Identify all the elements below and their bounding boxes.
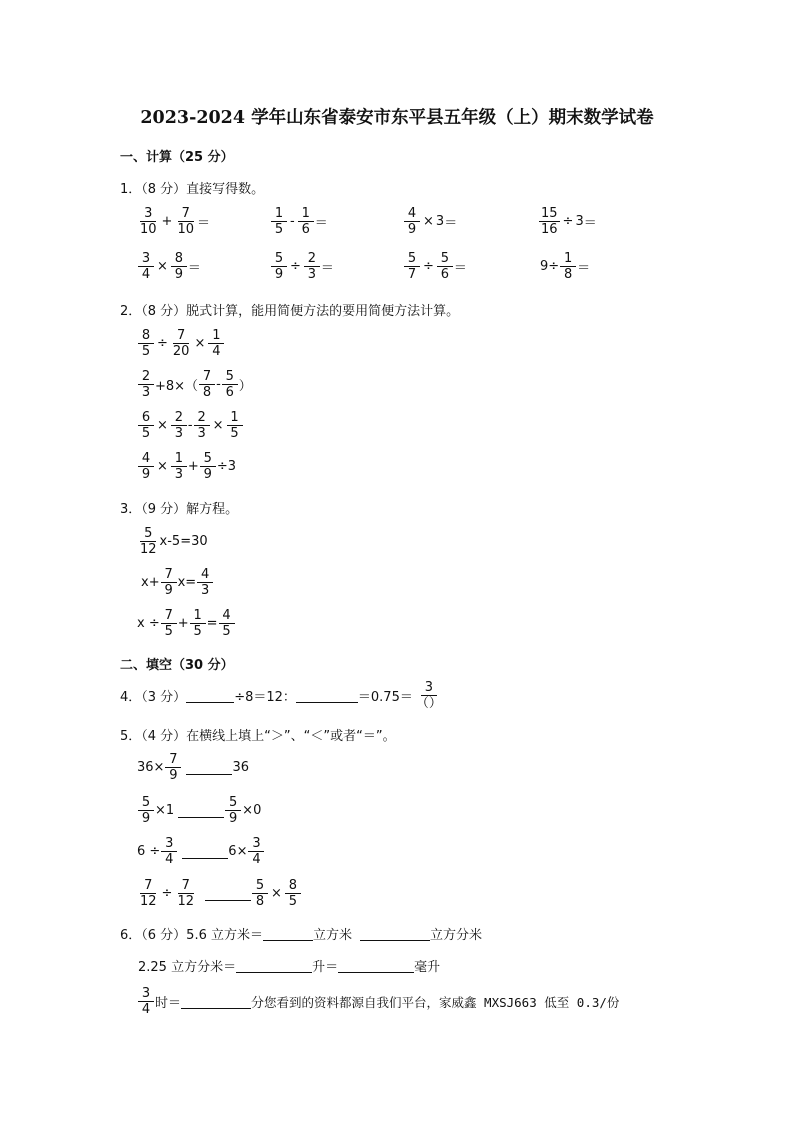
math-text: +8×（ xyxy=(155,379,199,394)
fraction xyxy=(271,251,287,282)
denominator: 16 xyxy=(541,222,558,237)
denominator: 5 xyxy=(222,624,231,639)
math-text: 6．（6 分）5.6 立方米＝ xyxy=(120,928,263,943)
numerator: 7 xyxy=(199,369,215,385)
numerator: 1 xyxy=(271,206,287,222)
math-text: ×1 xyxy=(155,803,175,818)
denominator: 5 xyxy=(288,894,298,909)
math-text: x= xyxy=(177,575,197,590)
q2-expr-2 xyxy=(137,369,252,400)
math-text: × xyxy=(271,886,282,901)
answer-blank[interactable] xyxy=(181,994,251,1009)
denominator: 9 xyxy=(407,222,417,237)
denominator: 6 xyxy=(225,385,234,400)
fraction xyxy=(171,251,187,282)
fraction xyxy=(194,410,210,441)
numerator: 5 xyxy=(404,251,420,267)
fraction xyxy=(285,878,301,909)
math-text: ＝ xyxy=(453,261,467,276)
math-text: 升＝ xyxy=(312,960,339,975)
fraction xyxy=(199,369,215,400)
denominator: 5 xyxy=(164,624,173,639)
fraction xyxy=(171,410,187,441)
math-text: x-5=30 xyxy=(159,534,208,549)
denominator: 12 xyxy=(140,542,157,557)
numerator: 5 xyxy=(140,526,156,542)
denominator: 5 xyxy=(141,344,151,359)
numerator: 7 xyxy=(161,608,177,624)
math-text: ＝ xyxy=(187,261,201,276)
q2-expr-3 xyxy=(137,410,244,441)
math-text: 2.25 立方分米＝ xyxy=(138,960,237,975)
fraction xyxy=(175,206,196,237)
denominator: 10 xyxy=(177,222,194,237)
fraction xyxy=(175,878,196,909)
denominator: 3 xyxy=(307,267,317,282)
question-6-line-3 xyxy=(137,986,619,1017)
numerator: 3 xyxy=(138,986,154,1002)
numerator: 7 xyxy=(140,878,156,894)
numerator: 1 xyxy=(190,608,206,624)
denominator: 6 xyxy=(301,222,310,237)
fraction xyxy=(138,986,154,1017)
q1-item-1 xyxy=(137,206,210,237)
math-text: + xyxy=(161,214,173,229)
numerator: 3 xyxy=(161,836,177,852)
q5-compare-4 xyxy=(137,878,302,909)
fraction xyxy=(161,608,177,639)
numerator: 15 xyxy=(541,206,558,221)
numerator: 2 xyxy=(304,251,320,267)
fraction xyxy=(227,410,243,441)
section-heading-fill: 二、填空（30 分） xyxy=(120,658,234,673)
question-3-label: 3．（9 分）解方程。 xyxy=(120,502,239,517)
denominator: 8 xyxy=(564,267,573,282)
numerator: 1 xyxy=(560,251,576,267)
math-text: - xyxy=(187,418,193,433)
math-text: ÷3 xyxy=(216,459,236,474)
fraction xyxy=(271,206,287,237)
fraction xyxy=(138,410,154,441)
fraction xyxy=(225,795,241,826)
numerator: 8 xyxy=(171,251,187,267)
math-text: 立方分米 xyxy=(430,928,483,943)
numerator: 3 xyxy=(421,680,437,696)
denominator: （） xyxy=(415,696,442,711)
fraction xyxy=(171,451,187,482)
denominator: 3 xyxy=(201,583,210,598)
question-6-line-2 xyxy=(138,956,440,975)
answer-blank[interactable] xyxy=(338,958,414,973)
numerator: 3 xyxy=(140,206,156,222)
numerator: 1 xyxy=(227,410,243,426)
math-text: + xyxy=(177,616,189,631)
numerator: 3 xyxy=(138,251,154,267)
denominator: 4 xyxy=(252,852,261,867)
numerator: 5 xyxy=(271,251,287,267)
q5-compare-3 xyxy=(137,836,265,867)
numerator: 2 xyxy=(171,410,187,426)
answer-blank[interactable] xyxy=(296,688,358,703)
fraction xyxy=(219,608,235,639)
question-2-label: 2．（8 分）脱式计算，能用简便方法的要用简便方法计算。 xyxy=(120,304,460,319)
fraction xyxy=(200,451,216,482)
math-text: - xyxy=(290,214,295,229)
numerator: 2 xyxy=(194,410,210,426)
math-text: x+ xyxy=(141,575,160,590)
math-text: × xyxy=(157,459,168,474)
numerator: 7 xyxy=(165,752,181,768)
numerator: 5 xyxy=(222,369,238,385)
math-text: 分 xyxy=(251,996,265,1011)
math-text: 36 xyxy=(232,760,249,775)
q3-equation-3 xyxy=(137,608,236,639)
math-text: ＝ xyxy=(197,216,211,231)
denominator: 3 xyxy=(174,467,184,482)
answer-blank[interactable] xyxy=(236,958,312,973)
denominator: 3 xyxy=(197,426,206,441)
fraction xyxy=(404,206,420,237)
q1-item-5 xyxy=(137,251,201,282)
math-text: × xyxy=(157,418,168,433)
denominator: 9 xyxy=(274,267,284,282)
answer-blank[interactable] xyxy=(182,844,228,859)
numerator: 4 xyxy=(219,608,235,624)
q3-equation-2 xyxy=(141,567,214,598)
question-1-label: 1．（8 分）直接写得数。 xyxy=(120,182,265,197)
numerator: 4 xyxy=(404,206,420,222)
math-text: 36× xyxy=(137,760,165,775)
denominator: 4 xyxy=(141,1002,151,1017)
answer-blank[interactable] xyxy=(205,886,251,901)
math-text: × xyxy=(423,214,434,229)
q5-compare-2 xyxy=(137,795,261,826)
denominator: 6 xyxy=(440,267,450,282)
q3-equation-1 xyxy=(137,526,208,557)
watermark-text: 您看到的资料都源自我们平台，家威鑫 MXSJ663 低至 0.3/份 xyxy=(264,994,620,1010)
denominator: 12 xyxy=(177,894,194,909)
numerator: 5 xyxy=(252,878,268,894)
math-text: ＝ xyxy=(320,261,334,276)
denominator: 5 xyxy=(193,624,202,639)
answer-blank[interactable] xyxy=(186,688,234,703)
fraction xyxy=(222,369,238,400)
math-text: 3 xyxy=(435,214,445,229)
fraction xyxy=(404,251,420,282)
fraction xyxy=(304,251,320,282)
denominator: 20 xyxy=(172,344,190,359)
denominator: 5 xyxy=(230,426,239,441)
denominator: 4 xyxy=(165,852,174,867)
math-text: - xyxy=(216,377,221,392)
denominator: 3 xyxy=(141,385,151,400)
math-text: ＝0.75＝ xyxy=(357,690,413,705)
numerator: 5 xyxy=(138,795,154,811)
section-heading-calc: 一、计算（25 分） xyxy=(120,150,234,165)
fraction xyxy=(138,328,154,359)
denominator: 9 xyxy=(174,267,184,282)
math-text: 6× xyxy=(228,844,248,859)
fraction xyxy=(560,251,576,282)
numerator: 4 xyxy=(138,451,154,467)
fraction xyxy=(161,836,177,867)
numerator: 1 xyxy=(171,451,187,467)
math-text: ÷ xyxy=(562,214,574,229)
denominator: 9 xyxy=(141,467,151,482)
denominator: 7 xyxy=(407,267,417,282)
math-text: ÷8＝12： xyxy=(234,690,296,705)
math-text: 9÷ xyxy=(540,259,560,274)
math-text: ） xyxy=(238,379,252,394)
fraction xyxy=(138,206,159,237)
math-text: 6 ÷ xyxy=(137,844,161,859)
numerator: 6 xyxy=(138,410,154,426)
math-text: ×0 xyxy=(242,803,262,818)
fraction xyxy=(298,206,314,237)
fraction xyxy=(138,369,154,400)
fraction xyxy=(437,251,453,282)
numerator: 7 xyxy=(178,206,194,222)
math-text: ÷ xyxy=(157,336,168,351)
denominator: 9 xyxy=(203,467,212,482)
denominator: 4 xyxy=(141,267,151,282)
denominator: 9 xyxy=(164,583,173,598)
q2-expr-4 xyxy=(137,451,236,482)
denominator: 9 xyxy=(169,768,178,783)
fraction xyxy=(190,608,206,639)
math-text: × xyxy=(157,259,168,274)
math-text: x ÷ xyxy=(137,616,160,631)
fraction xyxy=(252,878,268,909)
q1-item-6 xyxy=(270,251,334,282)
math-text: + xyxy=(187,459,199,474)
fraction xyxy=(138,451,154,482)
math-text: ÷ xyxy=(423,259,434,274)
math-text: 3 xyxy=(575,214,584,229)
math-text: × xyxy=(194,336,206,351)
math-text: ＝ xyxy=(583,216,597,231)
denominator: 9 xyxy=(229,811,238,826)
q1-item-8 xyxy=(540,251,590,282)
denominator: 4 xyxy=(212,344,221,359)
fraction xyxy=(138,795,154,826)
math-text: ＝ xyxy=(577,261,591,276)
denominator: 8 xyxy=(255,894,265,909)
denominator: 3 xyxy=(174,426,184,441)
numerator: 1 xyxy=(208,328,224,344)
numerator: 5 xyxy=(437,251,453,267)
math-text: × xyxy=(212,418,224,433)
denominator: 5 xyxy=(141,426,151,441)
question-5-label: 5．（4 分）在横线上填上“＞”、“＜”或者“＝”。 xyxy=(120,729,396,744)
math-text: ＝ xyxy=(314,216,328,231)
fraction xyxy=(414,680,444,711)
math-text: 时＝ xyxy=(155,996,182,1011)
q5-compare-1 xyxy=(137,752,249,783)
denominator: 12 xyxy=(140,894,157,909)
numerator: 7 xyxy=(161,567,177,583)
q1-item-7 xyxy=(403,251,467,282)
numerator: 7 xyxy=(173,328,189,344)
fraction xyxy=(161,567,177,598)
fraction xyxy=(197,567,213,598)
q1-item-2 xyxy=(270,206,328,237)
denominator: 5 xyxy=(274,222,284,237)
denominator: 8 xyxy=(202,385,212,400)
numerator: 5 xyxy=(200,451,216,467)
denominator: 9 xyxy=(141,811,151,826)
question-6-line-1 xyxy=(120,924,482,943)
math-text: 4．（3 分） xyxy=(120,690,187,705)
fraction xyxy=(138,251,154,282)
fraction xyxy=(248,836,264,867)
fraction xyxy=(138,878,159,909)
q1-item-3 xyxy=(403,206,457,237)
denominator: 10 xyxy=(140,222,157,237)
math-text: = xyxy=(206,616,218,631)
answer-blank[interactable] xyxy=(360,926,430,941)
q2-expr-1 xyxy=(137,328,225,359)
q1-item-4 xyxy=(538,206,597,237)
answer-blank[interactable] xyxy=(186,760,232,775)
math-text: 毫升 xyxy=(414,960,441,975)
page-title: 2023-2024 学年山东省泰安市东平县五年级（上）期末数学试卷 xyxy=(140,108,654,128)
numerator: 8 xyxy=(138,328,154,344)
numerator: 8 xyxy=(285,878,301,894)
fraction xyxy=(171,328,192,359)
math-text: ＝ xyxy=(444,216,458,231)
fraction xyxy=(208,328,224,359)
answer-blank[interactable] xyxy=(178,803,224,818)
answer-blank[interactable] xyxy=(263,926,313,941)
fraction xyxy=(165,752,181,783)
math-text: 立方米 xyxy=(312,928,352,943)
fraction xyxy=(539,206,560,237)
numerator: 2 xyxy=(138,369,154,385)
math-text: ÷ xyxy=(290,259,301,274)
numerator: 3 xyxy=(248,836,264,852)
numerator: 1 xyxy=(298,206,314,222)
fraction xyxy=(138,526,159,557)
math-text: ÷ xyxy=(161,886,173,901)
question-4 xyxy=(120,680,445,711)
numerator: 5 xyxy=(225,795,241,811)
numerator: 7 xyxy=(178,878,194,894)
numerator: 4 xyxy=(197,567,213,583)
